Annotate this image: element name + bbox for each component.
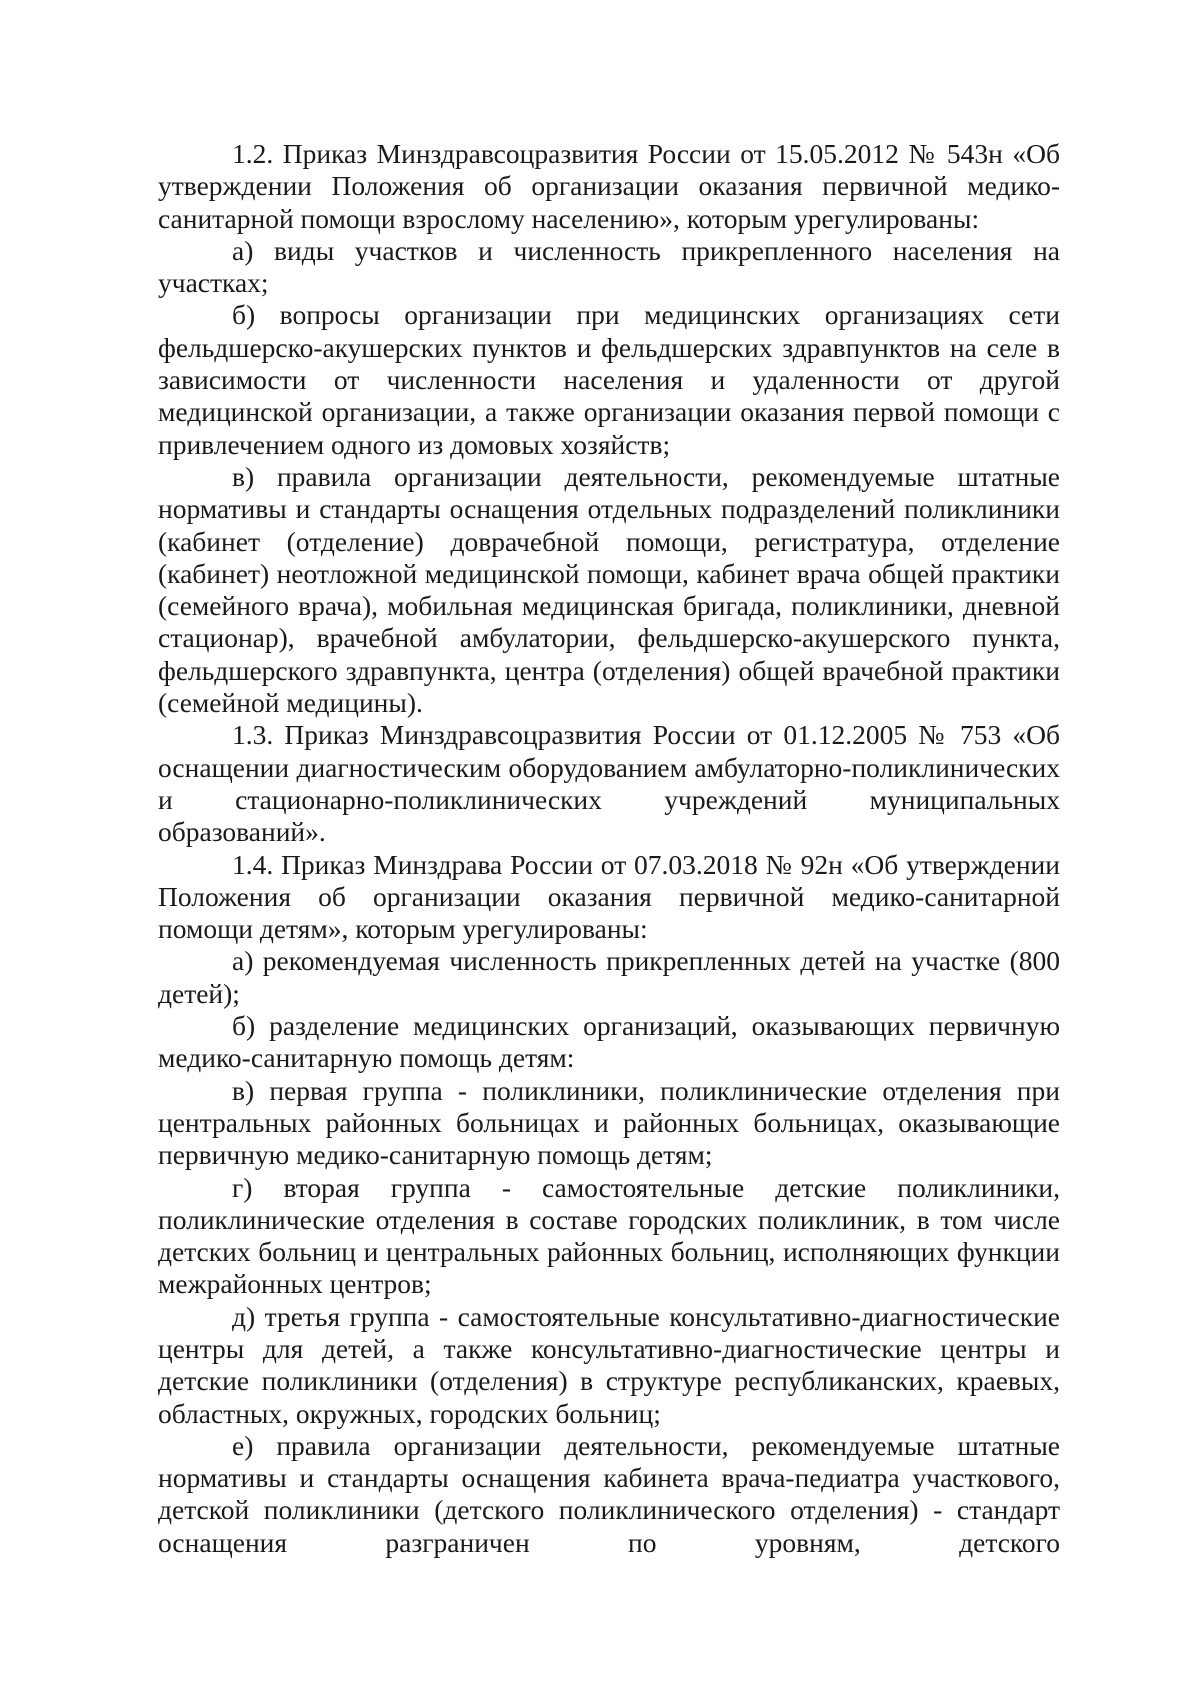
paragraph-1-2-a: а) виды участков и численность прикрепленного населения на участках; bbox=[158, 234, 1060, 299]
paragraph-1-4-e: е) правила организации деятельности, рекомендуемые штатные нормативы и стандарты оснащения кабинета врача-педиатра участкового, детской поликлиники (детского поликлинического отделения) - стандарт оснащения разграничен по уровням, детского bbox=[158, 1429, 1060, 1558]
paragraph-1-4-g: г) вторая группа - самостоятельные детские поликлиники, поликлинические отделения в составе городских поликлиник, в том числе детских больниц и центральных районных больниц, исполняющих функции межрайонных центров; bbox=[158, 1171, 1060, 1300]
document-page bbox=[158, 138, 1060, 1559]
paragraph-1-4: 1.4. Приказ Минздрава России от 07.03.2018 № 92н «Об утверждении Положения об организации оказания первичной медико-санитарной помощи детям», которым урегулированы: bbox=[158, 848, 1060, 945]
paragraph-1-3: 1.3. Приказ Минздравсоцразвития России от 01.12.2005 № 753 «Об оснащении диагностическим оборудованием амбулаторно-поликлинических и стационарно-поликлинических учреждений муниципальных образований». bbox=[158, 719, 1060, 848]
paragraph-1-2-v: в) правила организации деятельности, рекомендуемые штатные нормативы и стандарты оснащения отдельных подразделений поликлиники (кабинет (отделение) доврачебной помощи, регистратура, отделение (кабинет) неотложной медицинской помощи, кабинет врача общей практики (семейного врача), мобильная медицинская бригада, поликлиники, дневной стационар), врачебной амбулатории, фельдшерско-акушерского пункта, фельдшерского здравпункта, центра (отделения) общей врачебной практики (семейной медицины). bbox=[158, 460, 1060, 719]
paragraph-1-4-d: д) третья группа - самостоятельные консультативно-диагностические центры для детей, а также консультативно-диагностические центры и детские поликлиники (отделения) в структуре республиканских, краевых, областных, окружных, городских больниц; bbox=[158, 1300, 1060, 1429]
paragraph-1-2: 1.2. Приказ Минздравсоцразвития России от 15.05.2012 № 543н «Об утверждении Положения об организации оказания первичной медико-санитарной помощи взрослому населению», которым урегулированы: bbox=[158, 138, 1060, 234]
paragraph-1-2-b: б) вопросы организации при медицинских организациях сети фельдшерско-акушерских пунктов и фельдшерских здравпунктов на селе в зависимости от численности населения и удаленности от другой медицинской организации, а также организации оказания первой помощи с привлечением одного из домовых хозяйств; bbox=[158, 299, 1060, 460]
paragraph-1-4-b: б) разделение медицинских организаций, оказывающих первичную медико-санитарную помощь детям: bbox=[158, 1010, 1060, 1074]
paragraph-1-4-v: в) первая группа - поликлиники, поликлинические отделения при центральных районных больницах и районных больницах, оказывающие первичную медико-санитарную помощь детям; bbox=[158, 1074, 1060, 1171]
paragraph-1-4-a: а) рекомендуемая численность прикрепленных детей на участке (800 детей); bbox=[158, 945, 1060, 1009]
